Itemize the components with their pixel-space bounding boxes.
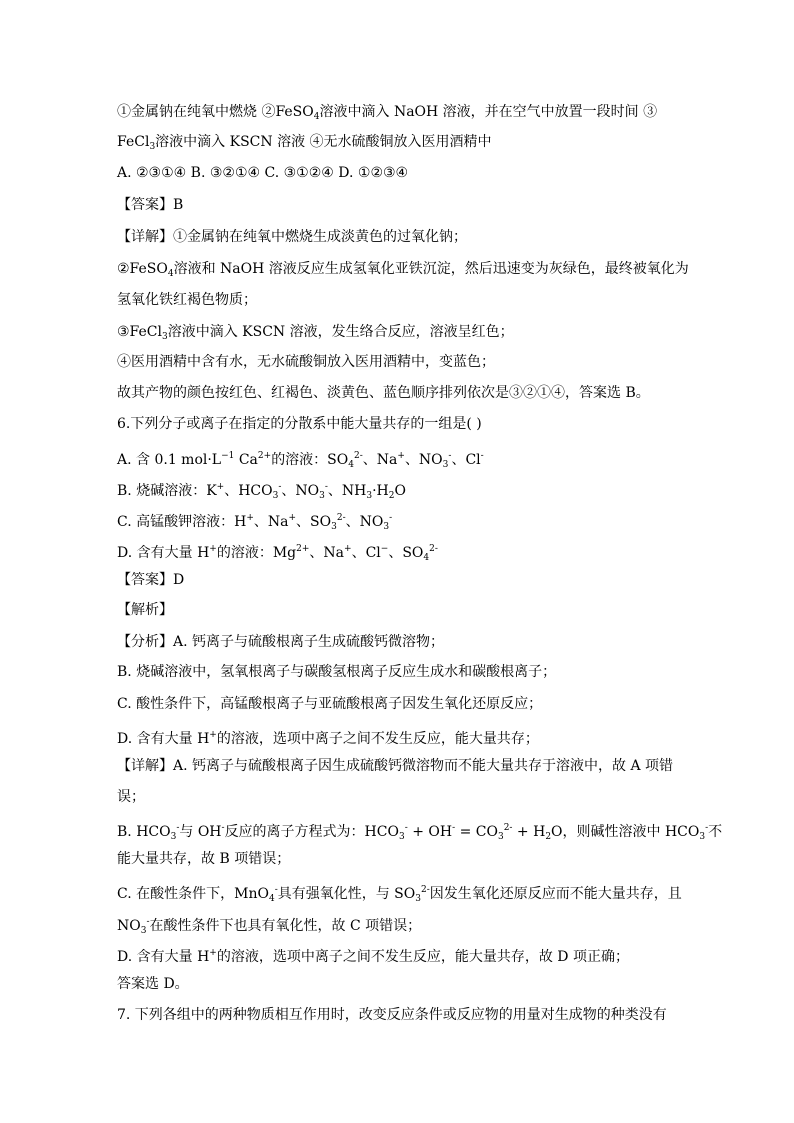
text-segment: 、NO <box>281 483 320 499</box>
superscript: - <box>480 451 484 461</box>
text-line <box>117 756 694 776</box>
superscript: + <box>209 544 217 554</box>
subscript: 3 <box>442 460 449 470</box>
text-segment: 的溶液：Mg <box>216 545 297 561</box>
text-segment: 、HCO <box>224 483 273 499</box>
text-segment: 氢氧化铁红褐色物质； <box>117 292 257 308</box>
text-segment: B. 烧碱溶液：K <box>117 483 217 499</box>
text-segment: 答案选 D。 <box>117 976 189 992</box>
text-segment: D. 含有大量 H <box>117 731 210 747</box>
superscript: - <box>176 823 180 833</box>
text-segment: 、Na <box>253 514 289 530</box>
subscript: 3 <box>170 832 177 842</box>
text-segment: C. 在酸性条件下，MnO <box>117 886 269 902</box>
text-line <box>117 132 694 152</box>
subscript: 3 <box>398 832 405 842</box>
subscript: 2 <box>388 491 395 501</box>
text-segment: 与 OH <box>179 824 222 840</box>
text-segment: D. 含有大量 H <box>117 545 210 561</box>
text-segment: ③FeCl <box>117 324 162 340</box>
text-segment: 6.下列分子或离子在指定的分散系中能大量共存的一组是( ) <box>117 416 482 432</box>
text-line <box>117 259 694 279</box>
text-segment: 、Cl <box>451 452 481 468</box>
text-segment: D. 含有大量 H <box>117 949 210 965</box>
subscript: 3 <box>149 142 156 152</box>
text-segment: 、NO <box>345 514 384 530</box>
text-line <box>117 694 694 714</box>
text-line <box>117 163 694 183</box>
text-segment: 反应的离子方程式为：HCO <box>224 824 399 840</box>
superscript: + <box>246 513 254 523</box>
text-segment: ④医用酒精中含有水，无水硫酸铜放入医用酒精中，变蓝色； <box>117 354 495 370</box>
text-segment: ①金属钠在纯氧中燃烧 ②FeSO <box>117 104 314 120</box>
text-line <box>117 662 694 682</box>
superscript: + <box>344 544 352 554</box>
subscript: 3 <box>383 522 390 532</box>
text-line <box>117 195 694 215</box>
text-segment: C. 酸性条件下，高锰酸根离子与亚硫酸根离子因发生氧化还原反应； <box>117 696 543 712</box>
text-line <box>117 725 694 745</box>
text-line <box>117 322 694 342</box>
text-segment: 、SO <box>296 514 332 530</box>
text-segment: 、SO <box>388 545 424 561</box>
text-line <box>117 1005 694 1025</box>
superscript: - <box>146 917 150 927</box>
text-segment: 【分析】A. 钙离子与硫酸根离子生成硫酸钙微溶物； <box>117 634 445 650</box>
text-segment: NO <box>117 918 141 934</box>
subscript: 3 <box>497 832 504 842</box>
text-segment: B. 烧碱溶液中，氢氧根离子与碳酸氢根离子反应生成水和碳酸根离子； <box>117 664 557 680</box>
text-segment: 【详解】A. 钙离子与硫酸根离子因生成硫酸钙微溶物而不能大量共存于溶液中，故 A 项错 <box>117 758 674 774</box>
text-line <box>117 818 723 842</box>
text-line <box>117 943 694 963</box>
superscript: + <box>209 730 217 740</box>
text-segment: 、Na <box>309 545 345 561</box>
text-line <box>117 414 694 434</box>
subscript: 3 <box>331 522 337 532</box>
text-line <box>117 570 694 590</box>
text-line <box>117 600 694 620</box>
text-segment: 、NO <box>404 452 443 468</box>
text-segment: 溶液中滴入 KSCN 溶液，发生络合反应，溶液呈红色； <box>167 324 514 340</box>
text-segment: 【详解】①金属钠在纯氧中燃烧生成淡黄色的过氧化钠； <box>117 229 467 245</box>
text-segment: C. 高锰酸钾溶液：H <box>117 514 247 530</box>
text-segment: ·H <box>372 483 389 499</box>
superscript: 2- <box>421 885 430 895</box>
superscript: −1 <box>221 451 235 461</box>
superscript: 2- <box>503 823 513 833</box>
text-line <box>117 974 694 994</box>
superscript: + <box>216 482 225 492</box>
text-line <box>117 477 694 501</box>
text-segment: 误； <box>117 789 145 805</box>
text-segment: 在酸性条件下也具有氧化性，故 C 项错误； <box>149 918 422 934</box>
superscript: + <box>209 948 217 958</box>
subscript: 3 <box>272 491 279 501</box>
text-line <box>117 912 694 936</box>
text-segment: 【答案】B <box>117 197 184 213</box>
subscript: 3 <box>415 894 421 904</box>
text-line <box>117 632 694 652</box>
subscript: 4 <box>313 112 320 122</box>
text-line <box>117 290 694 310</box>
superscript: 2- <box>336 513 346 523</box>
subscript: 2 <box>545 832 552 842</box>
text-segment: 因发生氧化还原反应而不能大量共存，且 <box>429 886 682 902</box>
text-segment: O，则碱性溶液中 HCO <box>551 824 700 840</box>
superscript: - <box>221 823 225 833</box>
text-line <box>117 849 694 869</box>
superscript: 2+ <box>296 544 310 554</box>
text-segment: 【解析】 <box>117 602 173 618</box>
text-segment: 的溶液，选项中离子之间不发生反应，能大量共存，故 D 项正确； <box>216 949 629 965</box>
text-line <box>117 539 694 563</box>
superscript: - <box>404 823 408 833</box>
subscript: 3 <box>161 332 168 342</box>
text-segment: 、NH <box>327 483 367 499</box>
text-segment: Ca <box>234 452 258 468</box>
text-segment: 【答案】D <box>117 572 185 588</box>
superscript: 2+ <box>257 451 272 461</box>
text-segment: 故其产物的颜色按红色、红褐色、淡黄色、蓝色顺序排列依次是③②①④，答案选 B。 <box>117 385 650 401</box>
superscript: 2- <box>354 451 363 461</box>
text-segment: O <box>394 483 406 499</box>
text-segment: 7. 下列各组中的两种物质相互作用时，改变反应条件或反应物的用量对生成物的种类没有 <box>117 1007 667 1023</box>
text-segment: 能大量共存，故 B 项错误； <box>117 851 291 867</box>
superscript: + <box>288 513 297 523</box>
text-segment: B. HCO <box>117 824 171 840</box>
superscript: - <box>452 823 456 833</box>
text-segment: 溶液中滴入 NaOH 溶液，并在空气中放置一段时间 ③ <box>319 104 658 120</box>
subscript: 4 <box>167 269 174 279</box>
text-segment: A. 含 0.1 mol·L <box>117 452 222 468</box>
superscript: - <box>324 482 328 492</box>
text-line <box>117 227 694 247</box>
text-segment: 溶液中滴入 KSCN 溶液 ④无水硫酸铜放入医用酒精中 <box>155 134 492 150</box>
text-segment: 具有强氧化性，与 SO <box>277 886 416 902</box>
text-line <box>117 102 694 122</box>
text-segment: 溶液和 NaOH 溶液反应生成氢氧化亚铁沉淀，然后迅速变为灰绿色，最终被氧化为 <box>173 261 689 277</box>
superscript: - <box>448 451 452 461</box>
text-segment: + OH <box>407 824 453 840</box>
subscript: 3 <box>319 491 325 501</box>
text-line <box>117 880 694 904</box>
text-line <box>117 787 694 807</box>
superscript: + <box>397 451 405 461</box>
subscript: 3 <box>699 832 706 842</box>
superscript: 2- <box>429 544 438 554</box>
superscript: - <box>274 885 278 895</box>
text-segment: 、Cl <box>351 545 381 561</box>
text-segment: + H <box>512 824 546 840</box>
text-segment: 的溶液，选项中离子之间不发生反应，能大量共存； <box>216 731 539 747</box>
text-line <box>117 352 694 372</box>
subscript: 4 <box>268 894 275 904</box>
subscript: 4 <box>423 553 430 563</box>
superscript: - <box>389 513 393 523</box>
text-segment: 的溶液：SO <box>271 452 349 468</box>
superscript: − <box>380 544 389 554</box>
superscript: - <box>705 823 709 833</box>
text-line <box>117 383 694 403</box>
subscript: 3 <box>366 491 373 501</box>
text-segment: = CO <box>455 824 498 840</box>
text-line <box>117 446 694 470</box>
text-segment: FeCl <box>117 134 150 150</box>
text-segment: ②FeSO <box>117 261 168 277</box>
subscript: 4 <box>348 460 354 470</box>
subscript: 3 <box>140 926 147 936</box>
superscript: - <box>278 482 282 492</box>
text-segment: A. ②③①④ B. ③②①④ C. ③①②④ D. ①②③④ <box>117 165 409 181</box>
text-segment: 不 <box>708 824 723 840</box>
text-line <box>117 508 694 532</box>
text-segment: 、Na <box>362 452 398 468</box>
